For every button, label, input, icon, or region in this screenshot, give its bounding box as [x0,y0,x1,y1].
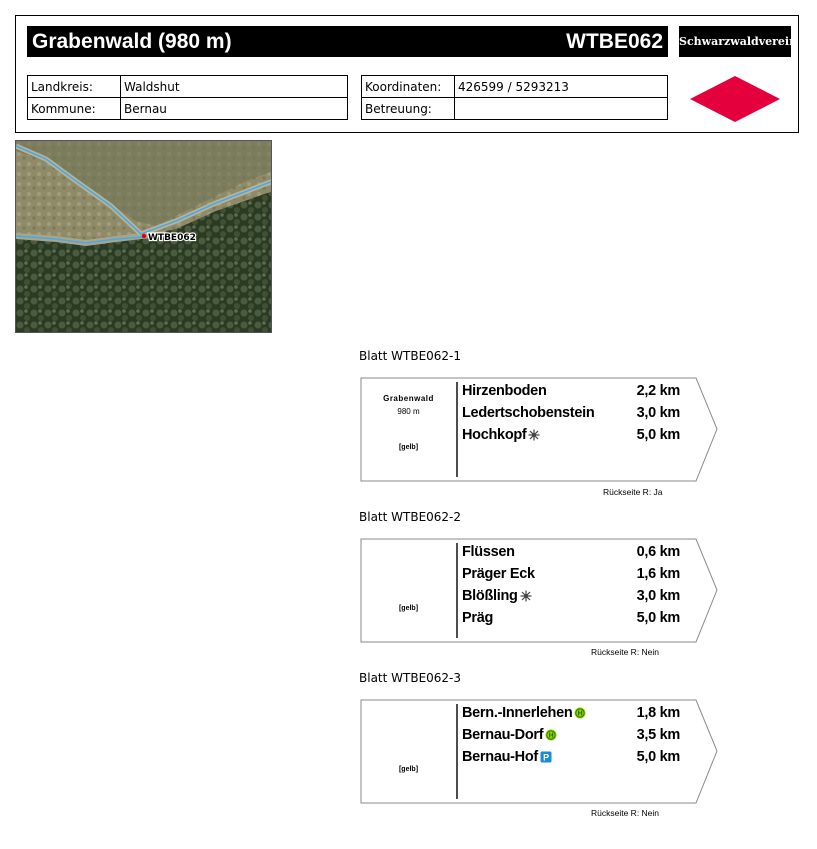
title-bar [27,26,668,57]
destination: Präg [462,610,494,626]
signpost-code: WTBE062 [566,30,663,53]
sign-location [360,377,457,482]
coordinates-table [361,75,668,120]
sheet-title: Blatt WTBE062-1 [359,349,462,363]
sign-board [360,538,718,643]
svg-text:H: H [548,732,554,740]
sign-location [360,699,457,804]
destination-row [462,427,680,449]
betreuung-value [455,98,668,120]
parking-icon [540,751,552,763]
destination: Präger Eck [462,566,535,582]
destination-row [462,405,680,427]
destination-row [462,588,680,610]
viewpoint-icon [520,590,532,602]
koordinaten-value: 426599 / 5293213 [455,76,668,98]
destination-row [462,383,680,405]
aerial-photo [16,141,272,333]
destination: Hirzenboden [462,383,547,399]
logo-text: Schwarzwaldverein [679,35,798,48]
svg-text:P: P [543,752,549,763]
sheet-title: Blatt WTBE062-2 [359,510,462,524]
landkreis-value: Waldshut [121,76,348,98]
distance: 3,5 km [636,727,680,743]
destination-row [462,749,680,771]
destination: Blößling [462,588,532,604]
landkreis-label: Landkreis: [28,76,121,98]
sign-board [360,377,718,482]
svg-text:H: H [578,710,583,718]
destination-row [462,566,680,588]
schwarzwaldverein-logo [679,26,798,57]
destination: Bern.-Innerlehen H [462,705,586,721]
destination-row [462,610,680,632]
location-name: Grabenwald [383,394,434,403]
bus-stop-icon [574,707,586,719]
trail-diamond-icon [690,76,780,122]
distance: 5,0 km [636,749,680,765]
destination: Flüssen [462,544,515,560]
marker-color: [gelb] [398,605,419,612]
distance: 1,6 km [636,566,680,582]
back-side-note: Rückseite R: Ja [603,487,663,497]
header-box [15,15,799,133]
destination-row [462,727,680,749]
destination-row [462,705,680,727]
sheet-title: Blatt WTBE062-3 [359,671,462,685]
location-table [27,75,348,120]
destination: Bernau-Hof P [462,749,552,765]
distance: 5,0 km [636,427,680,443]
betreuung-label: Betreuung: [362,98,455,120]
destination: Ledertschobenstein [462,405,595,421]
kommune-value: Bernau [121,98,348,120]
back-side-note: Rückseite R: Nein [591,808,660,818]
sign-location [360,538,457,643]
koordinaten-label: Koordinaten: [362,76,455,98]
bus-stop-icon [545,729,557,741]
signpost-point [142,234,146,238]
marker-color: [gelb] [398,766,419,773]
kommune-label: Kommune: [28,98,121,120]
distance: 0,6 km [636,544,680,560]
viewpoint-icon [528,429,540,441]
destination-row [462,544,680,566]
destination: Hochkopf [462,427,540,443]
destination: Bernau-Dorf H [462,727,557,743]
back-side-note: Rückseite R: Nein [591,647,660,657]
distance: 2,2 km [636,383,680,399]
page-title: Grabenwald (980 m) [32,30,232,53]
distance: 5,0 km [636,610,680,626]
distance: 3,0 km [636,588,680,604]
location-elevation: 980 m [397,407,420,416]
marker-color: [gelb] [398,444,419,451]
distance: 3,0 km [636,405,680,421]
distance: 1,8 km [636,705,680,721]
sign-board [360,699,718,804]
map-point-label: WTBE062 [148,233,196,243]
aerial-map [15,140,272,333]
